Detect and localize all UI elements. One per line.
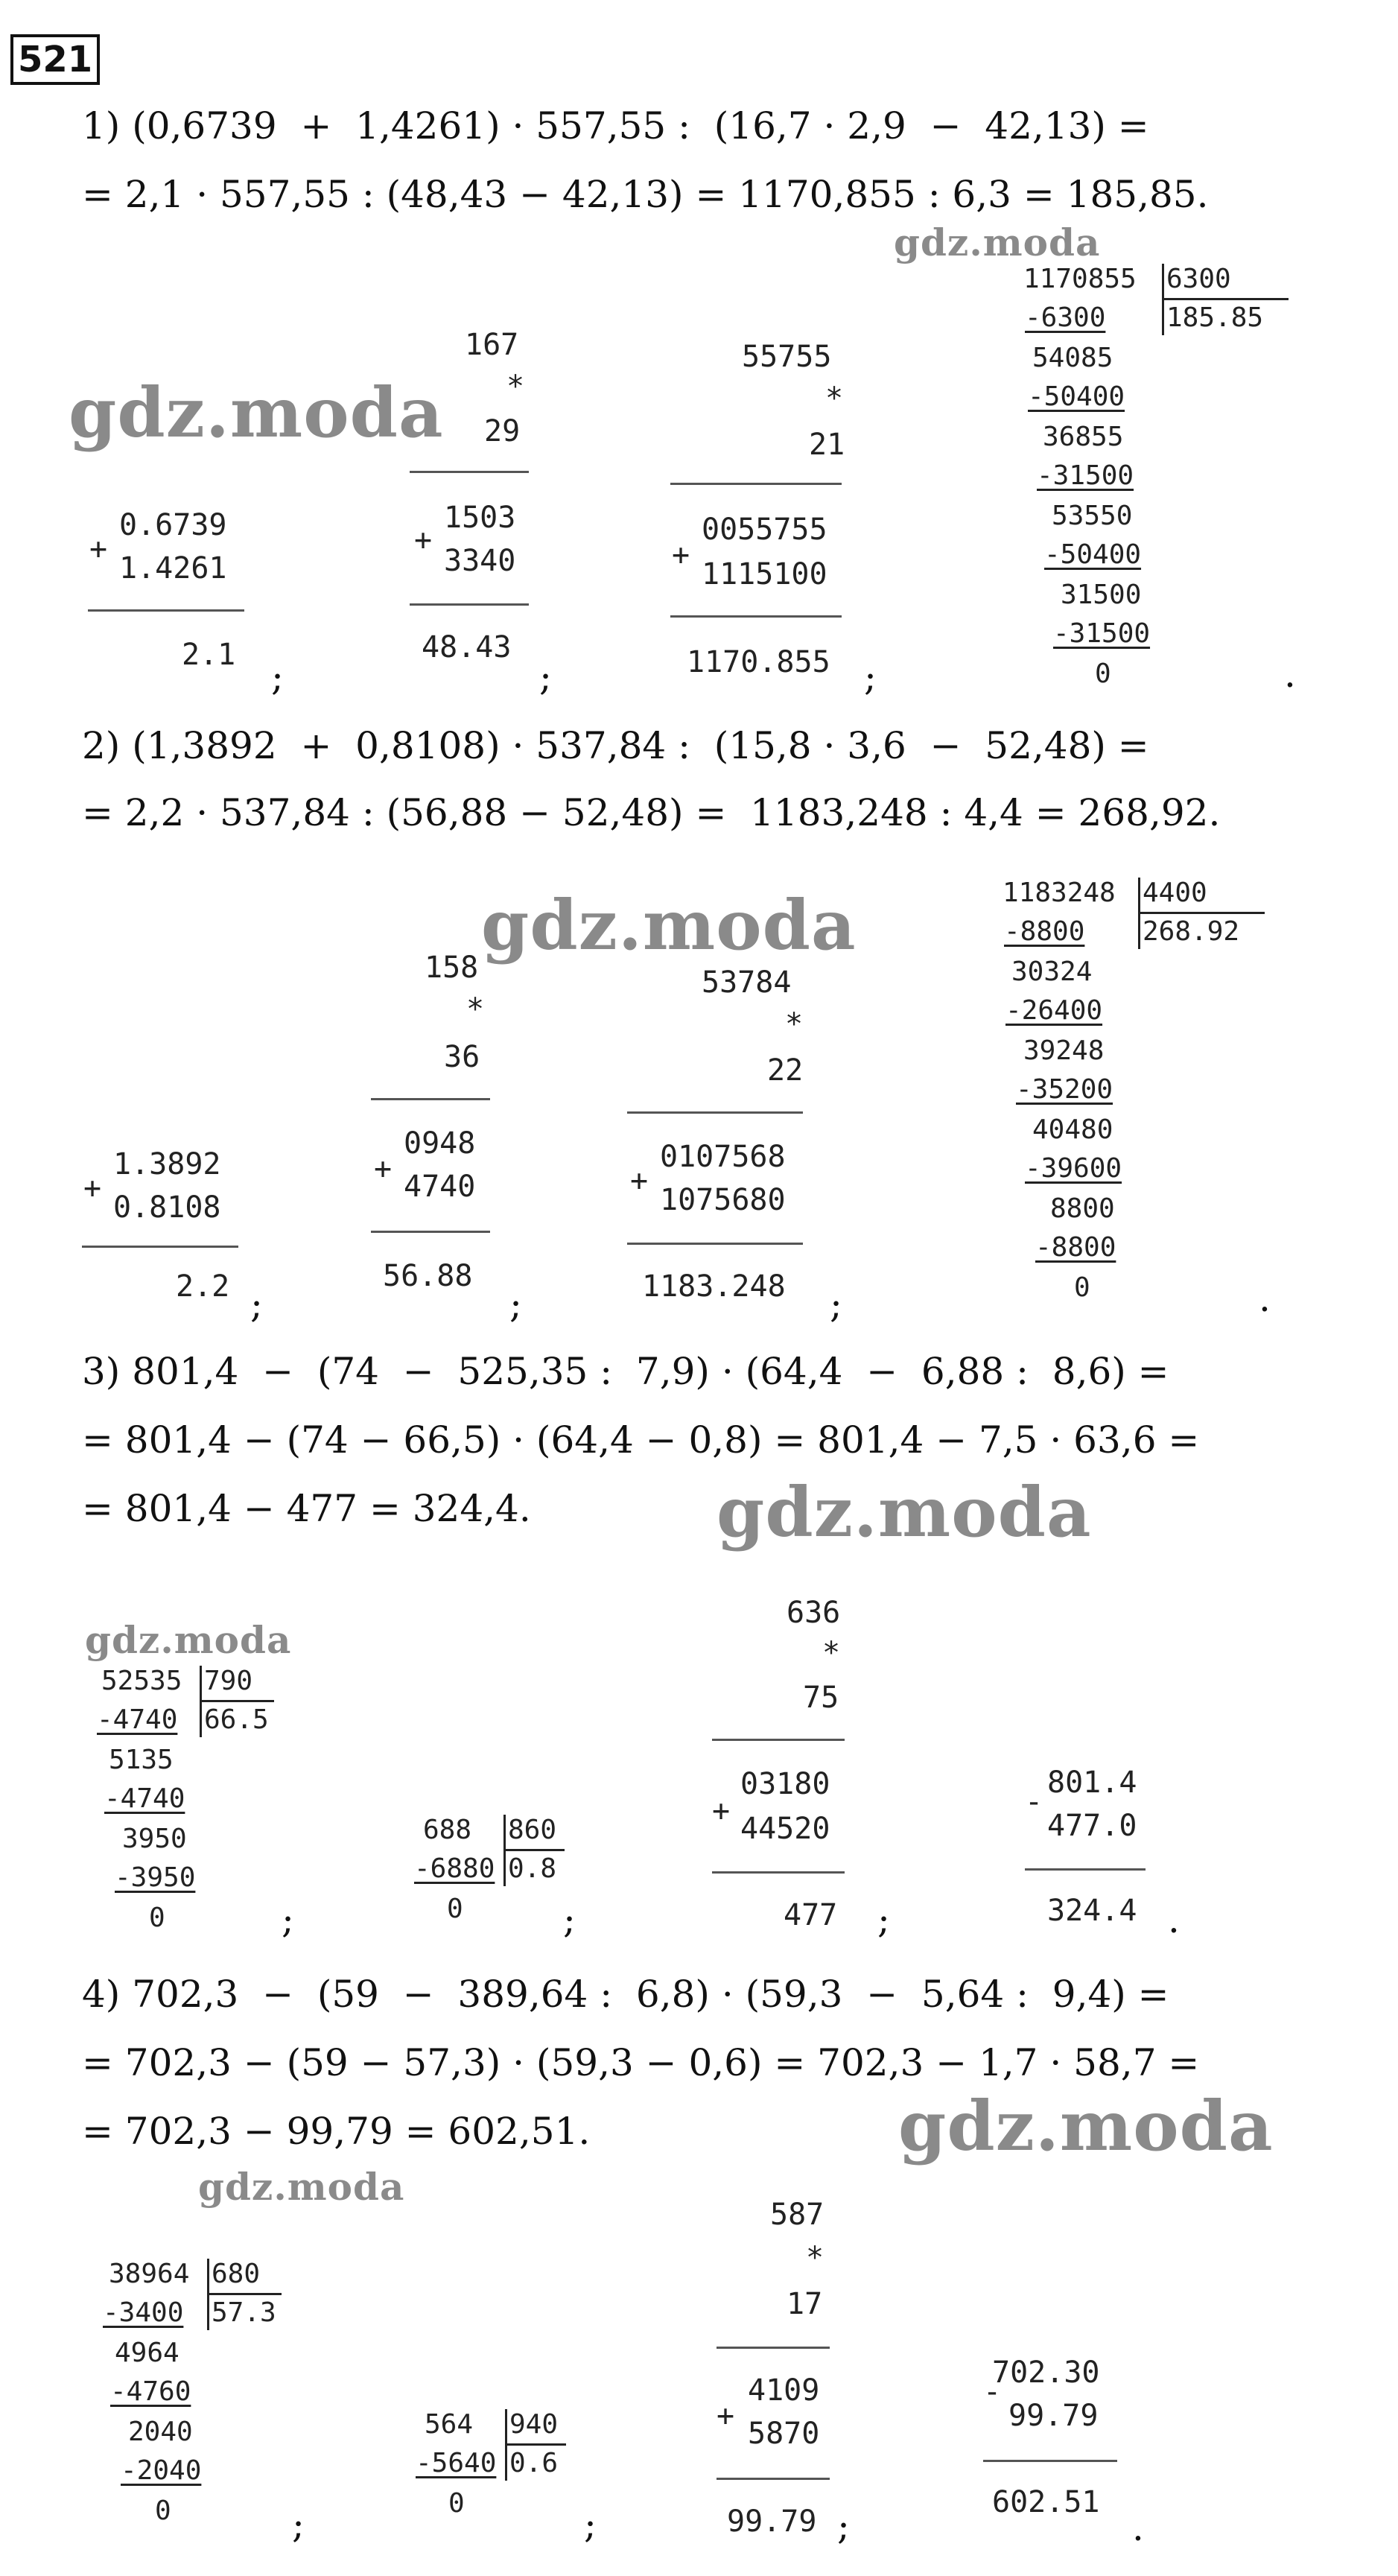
division-step: -50400: [1028, 381, 1125, 412]
division-step: 5135: [109, 1745, 174, 1775]
division-dividend: 38964: [109, 2259, 190, 2289]
division-divisor: 790: [204, 1666, 253, 1696]
division-step: -3400: [103, 2297, 184, 2328]
plus-sign: +: [717, 2399, 735, 2433]
part3-equation-line1: 3) 801,4 − (74 − 525,35 : 7,9) · (64,4 − 6,88 : 8,6) =: [82, 1350, 1169, 1393]
mul-partial-1: 4109: [748, 2373, 820, 2408]
mul-partial-2: 5870: [748, 2417, 820, 2451]
part1-equation-line2: = 2,1 · 557,55 : (48,43 − 42,13) = 1170,855 : 6,3 = 185,85.: [82, 173, 1209, 216]
plus-sign: +: [414, 523, 433, 557]
division-dividend: 564: [425, 2409, 474, 2440]
division-step: -6880: [414, 1853, 495, 1884]
mul-sign: *: [825, 381, 844, 416]
period: .: [1132, 2506, 1144, 2549]
sub-result: 602.51: [992, 2485, 1100, 2519]
division-step: 36855: [1043, 422, 1124, 452]
division-step: -4740: [104, 1783, 185, 1814]
division-step: 0: [1095, 659, 1111, 689]
division-dividend: 688: [423, 1815, 472, 1845]
mul-partial-1: 0055755: [702, 513, 827, 547]
watermark: gdz.moda: [898, 2086, 1274, 2166]
mul-sign: *: [785, 1007, 804, 1041]
mul-operand-b: 17: [787, 2287, 823, 2321]
semicolon: ;: [837, 2504, 850, 2548]
add-operand-a: 0.6739: [119, 508, 227, 542]
mul-operand-a: 158: [425, 951, 479, 985]
part4-equation-line2: = 702,3 − (59 − 57,3) · (59,3 − 0,6) = 702,3 − 1,7 · 58,7 =: [82, 2041, 1200, 2084]
add-operand-a: 1.3892: [113, 1147, 221, 1181]
plus-sign: +: [374, 1152, 393, 1186]
division-step: 0: [448, 2488, 465, 2519]
mul-partial-1: 0948: [404, 1126, 476, 1161]
division-dividend: 1170855: [1023, 264, 1137, 294]
semicolon: ;: [271, 656, 284, 699]
division-quotient: 57.3: [212, 2297, 276, 2328]
part2-equation-line1: 2) (1,3892 + 0,8108) · 537,84 : (15,8 · 3,6 − 52,48) =: [82, 724, 1149, 767]
division-step: -6300: [1025, 302, 1106, 333]
mul-partial-2: 3340: [444, 544, 516, 578]
mul-sign: *: [806, 2241, 824, 2275]
division-divisor: 940: [509, 2409, 559, 2440]
plus-sign: +: [83, 1171, 102, 1205]
mul-operand-b: 36: [444, 1040, 480, 1074]
plus-sign: +: [712, 1794, 731, 1828]
part4-equation-line1: 4) 702,3 − (59 − 389,64 : 6,8) · (59,3 − 5,64 : 9,4) =: [82, 1973, 1169, 2016]
division-step: -8800: [1004, 916, 1085, 947]
division-step: 54085: [1032, 343, 1113, 373]
division-step: 0: [447, 1894, 463, 1924]
division-step: -2040: [121, 2455, 202, 2486]
mul-operand-a: 53784: [702, 965, 792, 1000]
division-step: 30324: [1011, 957, 1093, 987]
mul-partial-1: 03180: [740, 1767, 830, 1801]
semicolon: ;: [250, 1283, 263, 1326]
division-step: 8800: [1050, 1193, 1115, 1224]
mul-result: 99.79: [727, 2504, 817, 2539]
division-divisor: 680: [212, 2259, 261, 2289]
division-dividend: 52535: [101, 1666, 182, 1696]
mul-operand-b: 21: [809, 428, 845, 462]
mul-operand-a: 587: [770, 2198, 824, 2232]
division-step: 53550: [1052, 501, 1133, 531]
division-step: -35200: [1016, 1074, 1113, 1105]
division-step: -31500: [1037, 460, 1134, 491]
add-result: 2.1: [182, 638, 236, 672]
division-step: -4740: [97, 1704, 178, 1735]
watermark: gdz.moda: [481, 885, 857, 965]
division-step: 31500: [1061, 580, 1142, 610]
plus-sign: +: [89, 532, 108, 566]
mul-partial-2: 4740: [404, 1170, 476, 1204]
mul-partial-2: 1075680: [660, 1183, 786, 1217]
semicolon: ;: [292, 2503, 305, 2546]
sub-result: 324.4: [1047, 1894, 1137, 1928]
semicolon: ;: [864, 656, 877, 699]
sub-operand-a: 801.4: [1047, 1766, 1137, 1800]
division-divisor: 4400: [1143, 878, 1207, 908]
division-step: 4964: [115, 2338, 179, 2368]
watermark: gdz.moda: [894, 221, 1101, 264]
division-step: 40480: [1032, 1114, 1113, 1145]
division-step: -8800: [1035, 1232, 1116, 1263]
semicolon: ;: [584, 2503, 597, 2546]
part2-equation-line2: = 2,2 · 537,84 : (56,88 − 52,48) = 1183,248 : 4,4 = 268,92.: [82, 791, 1221, 834]
watermark: gdz.moda: [69, 372, 444, 453]
mul-result: 1170.855: [687, 645, 830, 679]
mul-partial-2: 44520: [740, 1812, 830, 1846]
semicolon: ;: [509, 1283, 522, 1326]
division-quotient: 0.8: [508, 1853, 557, 1884]
division-quotient: 268.92: [1143, 916, 1240, 947]
division-step: 0: [1074, 1272, 1090, 1303]
watermark: gdz.moda: [717, 1472, 1092, 1552]
mul-sign: *: [822, 1636, 841, 1670]
semicolon: ;: [539, 656, 552, 699]
period: .: [1259, 1277, 1271, 1320]
division-step: -3950: [115, 1862, 196, 1893]
mul-result: 48.43: [422, 630, 512, 664]
semicolon: ;: [830, 1283, 842, 1326]
mul-operand-b: 29: [484, 414, 521, 448]
mul-sign: *: [506, 369, 525, 404]
mul-partial-2: 1115100: [702, 557, 827, 591]
mul-operand-a: 167: [465, 328, 519, 362]
division-step: -50400: [1044, 539, 1142, 570]
part3-equation-line2: = 801,4 − (74 − 66,5) · (64,4 − 0,8) = 801,4 − 7,5 · 63,6 =: [82, 1418, 1200, 1462]
division-step: -26400: [1005, 995, 1103, 1026]
add-operand-b: 1.4261: [119, 551, 227, 586]
add-result: 2.2: [176, 1269, 230, 1304]
division-step: -39600: [1025, 1153, 1122, 1184]
mul-result: 477: [784, 1898, 838, 1932]
division-quotient: 0.6: [509, 2448, 559, 2478]
division-step: -5640: [416, 2448, 497, 2478]
division-divisor: 860: [508, 1815, 557, 1845]
mul-result: 1183.248: [642, 1269, 786, 1304]
division-step: 3950: [122, 1824, 187, 1854]
division-quotient: 185.85: [1166, 302, 1264, 333]
mul-result: 56.88: [383, 1259, 473, 1293]
watermark: gdz.moda: [198, 2165, 405, 2209]
division-step: -31500: [1053, 618, 1151, 649]
watermark: gdz.moda: [85, 1618, 292, 1662]
division-quotient: 66.5: [204, 1704, 269, 1735]
division-step: -4760: [110, 2376, 191, 2407]
plus-sign: +: [630, 1164, 649, 1198]
mul-operand-a: 55755: [742, 340, 832, 374]
semicolon: ;: [877, 1898, 890, 1941]
mul-partial-1: 1503: [444, 501, 516, 535]
mul-partial-1: 0107568: [660, 1140, 786, 1174]
sub-operand-b: 477.0: [1047, 1809, 1137, 1843]
semicolon: ;: [563, 1898, 576, 1941]
division-step: 0: [149, 1903, 165, 1933]
mul-operand-b: 22: [767, 1053, 804, 1088]
division-divisor: 6300: [1166, 264, 1231, 294]
minus-sign: -: [983, 2375, 1002, 2409]
mul-operand-a: 636: [787, 1596, 841, 1630]
part3-equation-line3: = 801,4 − 477 = 324,4.: [82, 1487, 531, 1530]
problem-number: 521: [10, 34, 100, 85]
division-dividend: 1183248: [1003, 878, 1116, 908]
division-step: 39248: [1023, 1035, 1105, 1066]
mul-operand-b: 75: [803, 1681, 839, 1715]
part4-equation-line3: = 702,3 − 99,79 = 602,51.: [82, 2110, 591, 2153]
mul-sign: *: [466, 992, 485, 1027]
minus-sign: -: [1025, 1785, 1043, 1819]
sub-operand-b: 99.79: [1008, 2399, 1099, 2433]
period: .: [1284, 653, 1296, 696]
part1-equation-line1: 1) (0,6739 + 1,4261) · 557,55 : (16,7 · 2,9 − 42,13) =: [82, 104, 1149, 147]
division-step: 2040: [128, 2417, 193, 2447]
add-operand-b: 0.8108: [113, 1190, 221, 1225]
sub-operand-a: 702.30: [992, 2355, 1100, 2390]
division-step: 0: [155, 2496, 171, 2526]
period: .: [1168, 1898, 1180, 1941]
plus-sign: +: [672, 538, 690, 572]
semicolon: ;: [282, 1898, 294, 1941]
